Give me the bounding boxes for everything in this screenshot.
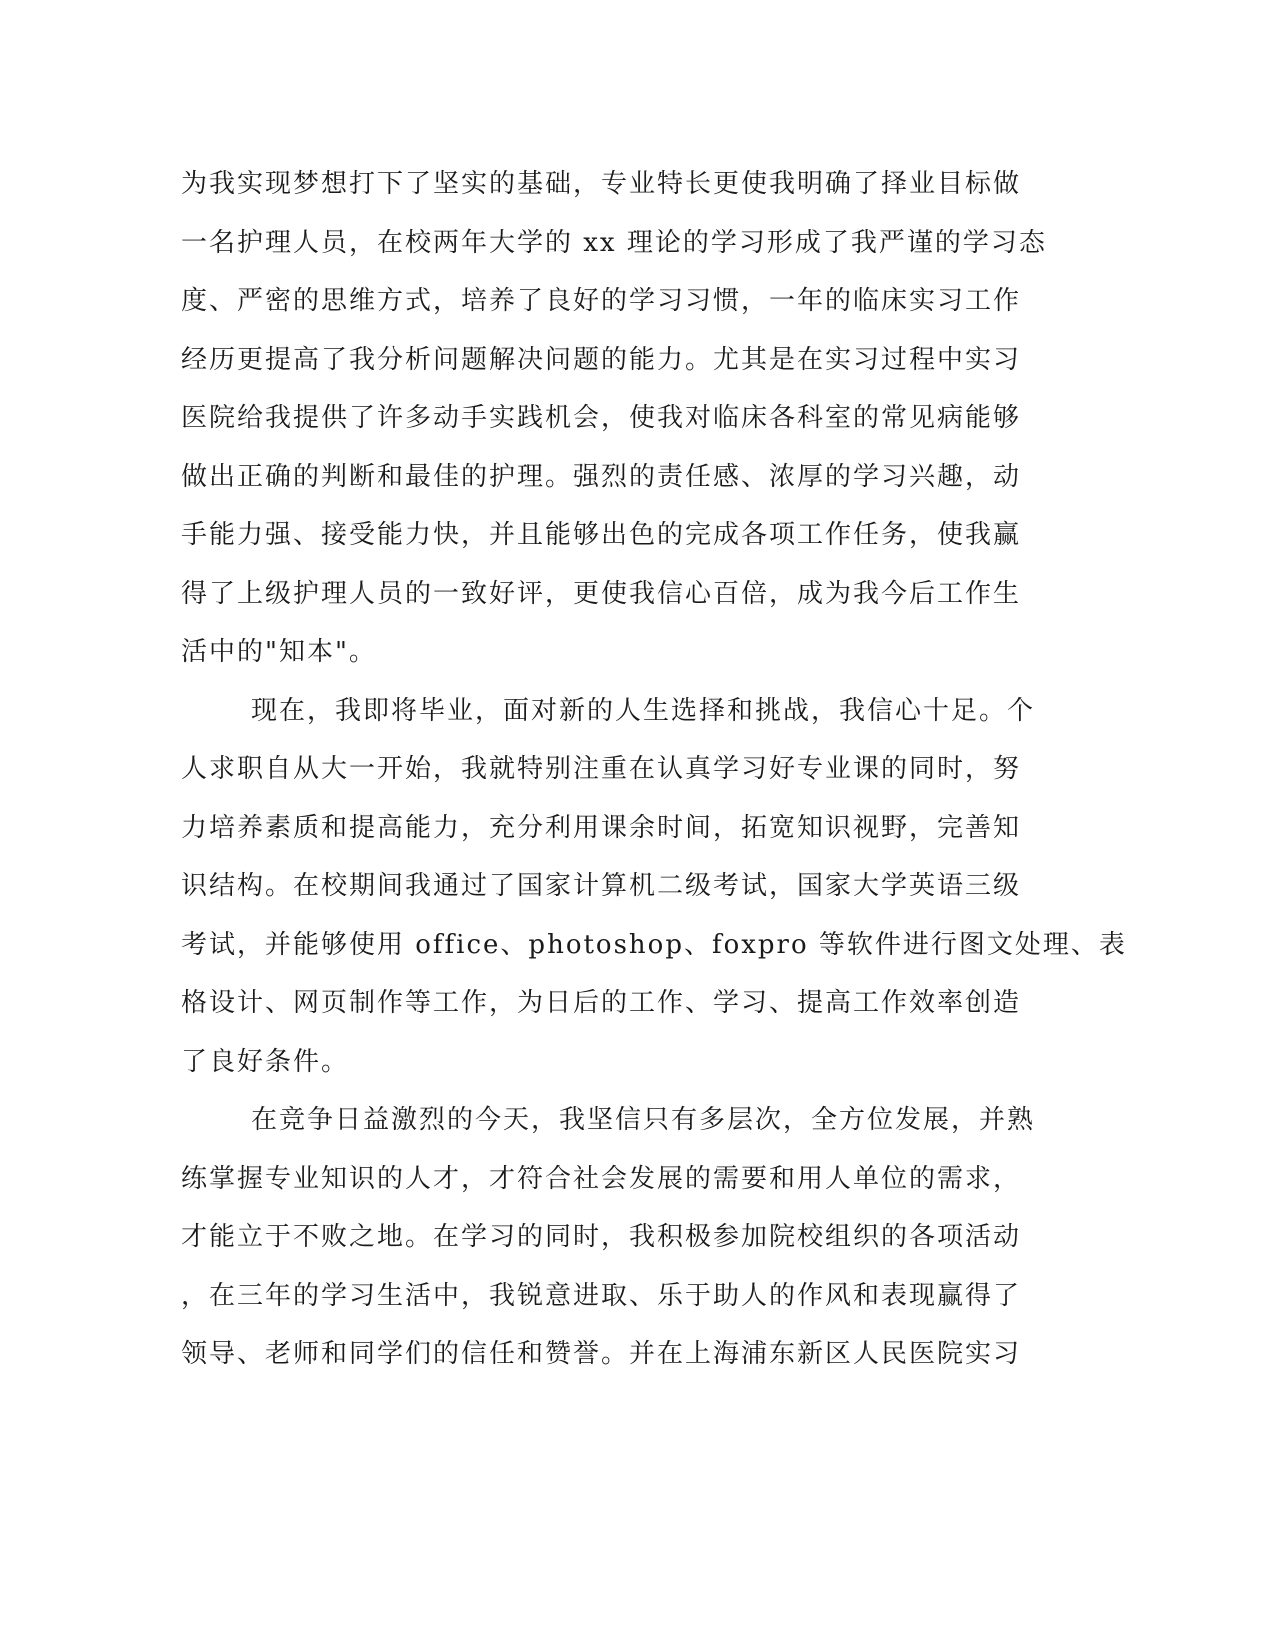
text-line: 考试，并能够使用 office、photoshop、foxpro 等软件进行图文处理、表 xyxy=(181,929,1127,960)
text-line: 格设计、网页制作等工作，为日后的工作、学习、提高工作效率创造 xyxy=(181,988,1022,1018)
text-line: 才能立于不败之地。在学习的同时，我积极参加院校组织的各项活动 xyxy=(181,1222,1022,1252)
paragraph-first-line: 在竞争日益激烈的今天，我坚信只有多层次，全方位发展，并熟 xyxy=(251,1105,1036,1135)
text-line: 做出正确的判断和最佳的护理。强烈的责任感、浓厚的学习兴趣，动 xyxy=(181,461,1022,492)
paragraph-first-line: 现在，我即将毕业，面对新的人生选择和挑战，我信心十足。个 xyxy=(251,695,1036,726)
text-line: 识结构。在校期间我通过了国家计算机二级考试，国家大学英语三级 xyxy=(181,871,1022,901)
text-line: 度、严密的思维方式，培养了良好的学习习惯，一年的临床实习工作 xyxy=(181,286,1022,316)
text-line: 活中的"知本"。 xyxy=(181,637,377,667)
text-line: 为我实现梦想打下了坚实的基础，专业特长更使我明确了择业目标做 xyxy=(181,169,1022,199)
text-line: 了良好条件。 xyxy=(181,1046,350,1077)
text-line: ，在三年的学习生活中，我锐意进取、乐于助人的作风和表现赢得了 xyxy=(181,1280,1022,1311)
body-text xyxy=(181,155,1127,1384)
text-line: 得了上级护理人员的一致好评，更使我信心百倍，成为我今后工作生 xyxy=(181,578,1022,609)
text-line: 人求职自从大一开始，我就特别注重在认真学习好专业课的同时，努 xyxy=(181,754,1022,784)
text-line: 一名护理人员，在校两年大学的 xx 理论的学习形成了我严谨的学习态 xyxy=(181,227,1047,258)
text-line: 经历更提高了我分析问题解决问题的能力。尤其是在实习过程中实习 xyxy=(181,344,1022,375)
text-line: 力培养素质和提高能力，充分利用课余时间，拓宽知识视野，完善知 xyxy=(181,812,1022,843)
text-line: 练掌握专业知识的人才，才符合社会发展的需要和用人单位的需求， xyxy=(181,1163,1022,1194)
text-line: 医院给我提供了许多动手实践机会，使我对临床各科室的常见病能够 xyxy=(181,403,1022,433)
text-line: 领导、老师和同学们的信任和赞誉。并在上海浦东新区人民医院实习 xyxy=(181,1339,1022,1369)
text-line: 手能力强、接受能力快，并且能够出色的完成各项工作任务，使我赢 xyxy=(181,520,1022,550)
